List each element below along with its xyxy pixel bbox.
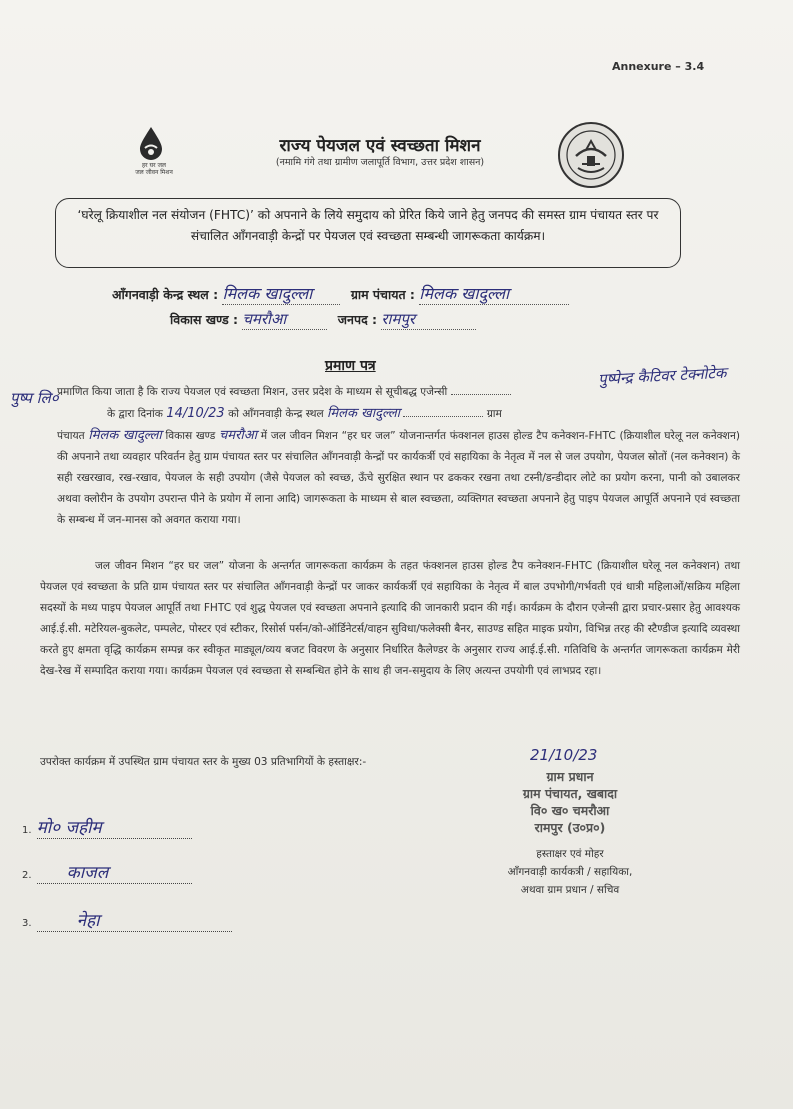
gram-panchayat-label: ग्राम पंचायत :	[350, 287, 415, 302]
stamp-line-2: ग्राम पंचायत, खबादा	[522, 786, 618, 801]
cert-text-1: प्रमाणित किया जाता है कि राज्य पेयजल एवं स्वच्छता मिशन, उत्तर प्रदेश के माध्यम से सूचीबद्ध एजेन्सी	[57, 386, 448, 398]
participant-signature: काजल	[37, 860, 192, 884]
sign-line-3: अथवा ग्राम प्रधान / सचिव	[520, 884, 620, 896]
signature-block	[470, 845, 670, 899]
programme-place: मिलक खादुल्ला	[327, 406, 401, 421]
stamp-line-4: रामपुर (उ०प्र०)	[534, 820, 606, 835]
logo-caption: हर घर जल जल जीवन मिशन	[135, 162, 173, 176]
official-stamp	[470, 768, 670, 836]
attendance-text: उपरोक्त कार्यक्रम में उपस्थित ग्राम पंचायत स्तर के मुख्य 03 प्रतिभागियों के हस्ताक्षर:-	[40, 756, 367, 768]
place-blank	[403, 416, 483, 417]
programme-title-box	[55, 198, 681, 268]
vikas-khand-value: चमरौआ	[242, 309, 327, 330]
anganwadi-row	[112, 282, 712, 305]
participant-number: 2.	[22, 870, 32, 881]
vikas-khand-row	[170, 309, 590, 330]
participant-3	[22, 908, 232, 932]
page-title: राज्य पेयजल एवं स्वच्छता मिशन	[279, 136, 481, 156]
handwritten-agency-name: पुष्पेन्द्र कैटिवर टेक्नोटेक	[597, 363, 727, 389]
participant-1	[22, 815, 192, 839]
anganwadi-value: मिलक खादुल्ला	[222, 282, 340, 305]
stamp-line-3: वि० ख० चमरौआ	[530, 803, 610, 818]
cert-text-3: को आँगनवाड़ी केन्द्र स्थल	[228, 408, 324, 420]
har-ghar-jal-logo	[128, 126, 180, 188]
cert-text-5: पंचायत	[57, 430, 85, 442]
up-govt-emblem-icon	[556, 120, 626, 190]
certificate-heading: प्रमाण पत्र	[325, 358, 376, 374]
programme-title: ‘घरेलू क्रियाशील नल संयोजन (FHTC)’ को अपनाने के लिये समुदाय को प्रेरित किये जाने हेतु जनपद की समस्त ग्राम पंचायत स्तर पर संचालित आँगनवाड़ी केन्द्रों पर पेयजल एवं स्वच्छता सम्बन्धी जागरूकता कार्यक्रम।	[77, 208, 659, 243]
cert-text-4: ग्राम	[486, 408, 502, 420]
gram-panchayat-value: मिलक खादुल्ला	[419, 282, 569, 305]
programme-panchayat: मिलक खादुल्ला	[88, 428, 162, 443]
certificate-paragraph	[57, 382, 740, 531]
programme-block: चमरौआ	[219, 428, 258, 443]
anganwadi-label: आँगनवाड़ी केन्द्र स्थल :	[112, 287, 219, 302]
signed-date: 21/10/23	[530, 746, 598, 764]
agency-blank	[451, 394, 511, 395]
cert-text-7: में जल जीवन मिशन “हर घर जल” योजनान्तर्गत फंक्शनल हाउस होल्ड टैप कनेक्शन-FHTC (क्रियाशील घरेलू नल कनेक्शन) की अपनाने तथा व्यवहार परिवर्तन हेतु ग्राम पंचायत स्तर पर संचालित आँगनवाड़ी केन्द्रों पर कार्यकर्त्री एवं सहायिका के नेतृत्व में नल से जल उपयोग, पेयजल स्रोतों (नल कनेक्शन) के सही रखरखाव, रख-रखाव, पेयजल के सही उपयोग (जैसे पेयजल को स्वच्छ, ऊँचे सुरक्षित स्थान पर ढककर रखना तथा टस्नी/डन्डीदार लोटे का प्रयोग करना, पानी को उबालकर अथवा क्लोरीन के उपयोग उपरान्त पीने के प्रयोग में लाना आदि) जागरूकता के माध्यम से बाल स्वच्छता, व्यक्तिगत स्वच्छता अपनाने हेतु पाइप पेयजल आपूर्ति अपनाने एवं स्वच्छता के सम्बन्ध में जन-मानस को अवगत कराया गया।	[57, 430, 740, 526]
sign-line-1: हस्ताक्षर एवं मोहर	[536, 848, 604, 860]
page-subtitle: (नमामि गंगे तथा ग्रामीण जलापूर्ति विभाग, उत्तर प्रदेश शासन)	[275, 157, 485, 168]
sign-line-2: आँगनवाड़ी कार्यकत्री / सहायिका,	[507, 866, 633, 878]
annexure-label: Annexure – 3.4	[612, 60, 705, 73]
cert-text-6: विकास खण्ड	[165, 430, 216, 442]
participant-signature: नेहा	[37, 908, 232, 932]
stamp-line-1: ग्राम प्रधान	[546, 769, 594, 784]
body-paragraph: जल जीवन मिशन “हर घर जल” योजना के अन्तर्गत जागरूकता कार्यक्रम के तहत फंक्शनल हाउस होल्ड टैप कनेक्शन-FHTC (क्रियाशील घरेलू नल कनेक्शन) तथा पेयजल एवं स्वच्छता के प्रति ग्राम पंचायत स्तर पर संचालित आँगनवाड़ी केन्द्रों पर जाकर कार्यकर्त्री एवं सहायिका के नेतृत्व में बाल उपभोगी/गर्भवती एवं धात्री महिलाओं/सक्रिय महिला सदस्यों के मध्य पाइप पेयजल आपूर्ति तथा FHTC एवं शुद्ध पेयजल एवं स्वच्छता अपनाने इत्यादि की जानकारी प्रदान की गई। कार्यक्रम के दौरान एजेन्सी द्वारा प्रचार-प्रसार हेतु आवश्यक आई.ई.सी. मटेरियल-बुकलेट, पम्पलेट, पोस्टर एवं स्टीकर, रिसोर्स पर्सन/को-ऑर्डिनेटर्स/वाहन सुविधा/फलेक्सी बैनर, साउण्ड सहित माइक प्रयोग, विभिन्न तरह की स्टैण्डीज इत्यादि व्यवस्था करते हुए क्षमता वृद्धि कार्यक्रम सम्पन्न कर स्वीकृत माड्यूल/व्यय बजट विवरण के अनुसार निर्धारित कैलेण्डर के अनुसार राज्य आई.ई.सी. गतिविधि के अन्तर्गत जागरूकता कार्यक्रम मेरी देख-रेख में सम्पादित कराया गया। कार्यक्रम पेयजल एवं स्वच्छता से सम्बन्धित होने के साथ ही जन-समुदाय के लिए अत्यन्त उपयोगी एवं लाभप्रद रहा।	[40, 560, 740, 677]
water-drop-icon	[138, 126, 164, 160]
participant-number: 1.	[22, 825, 32, 836]
handwritten-margin-note: पुष्प लि०	[10, 389, 59, 407]
janpad-value: रामपुर	[381, 309, 476, 330]
programme-date: 14/10/23	[166, 406, 225, 421]
participant-2	[22, 860, 192, 884]
participant-number: 3.	[22, 918, 32, 929]
janpad-label: जनपद :	[337, 312, 378, 327]
cert-text-2: के द्वारा दिनांक	[107, 408, 163, 420]
participant-signature: मो० जहीम	[37, 815, 192, 839]
vikas-khand-label: विकास खण्ड :	[170, 312, 239, 327]
